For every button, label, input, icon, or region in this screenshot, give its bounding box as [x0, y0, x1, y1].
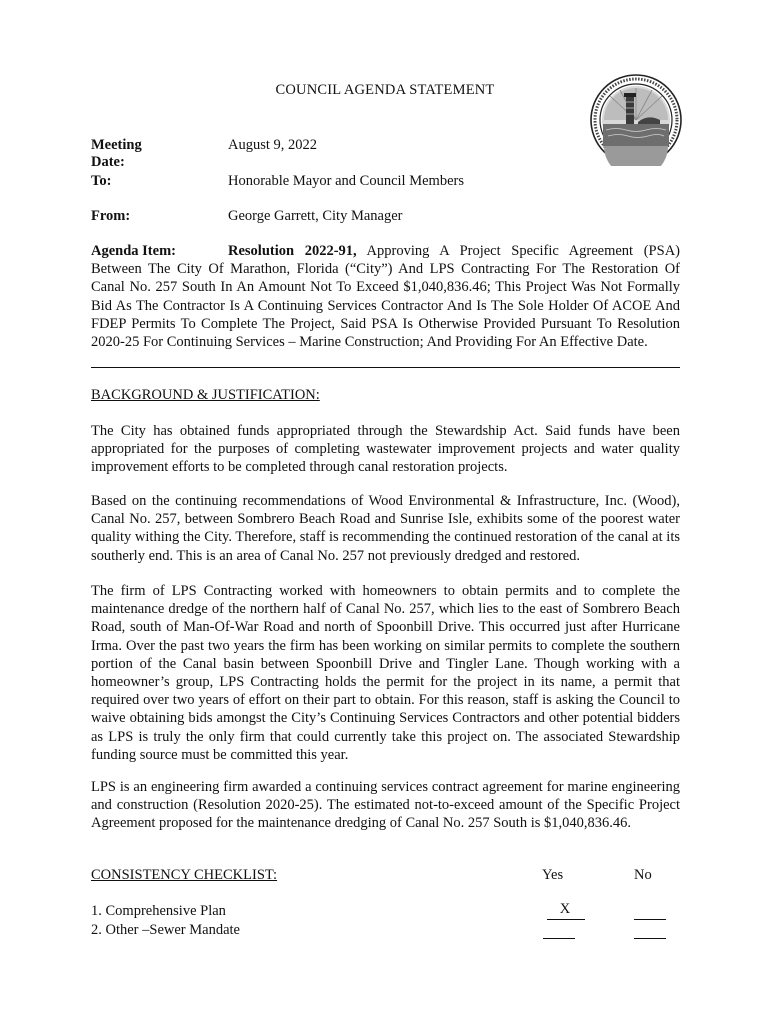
document-title: COUNCIL AGENDA STATEMENT: [275, 82, 495, 98]
agenda-item-label: Agenda Item:: [91, 243, 176, 259]
to-value: Honorable Mayor and Council Members: [228, 173, 464, 189]
checklist-item-comprehensive-plan: 1. Comprehensive Plan: [91, 903, 226, 919]
section-divider: [91, 367, 680, 368]
checklist-item-2-yes-line: [543, 938, 575, 939]
paragraph-2: Based on the continuing recommendations of Wood Environmental & Infrastructure, Inc. (Wood), Canal No. 257, between Sombrero Beach Road and Sunrise Isle, exhibits some of the poorest water quality withing the City. Therefore, staff is recommending the continued restoration of the canal at its southerly end. This is an area of Canal No. 257 not previously dredged and restored.: [91, 493, 680, 564]
checklist-heading: CONSISTENCY CHECKLIST:: [91, 867, 278, 883]
agenda-item-resolution: Resolution 2022-91,: [228, 243, 357, 259]
checklist-no-header: No: [634, 867, 652, 883]
city-seal-icon: [590, 74, 682, 166]
meeting-date-value: August 9, 2022: [228, 137, 318, 153]
agenda-item: [91, 242, 680, 351]
meeting-date-label: Meeting Date:: [91, 137, 142, 170]
agenda-item-text: Approving A Project Specific Agreement (PSA) Between The City Of Marathon, Florida (“City”) And LPS Contracting For The Restoration Of Canal No. 257 South In An Amount Not To Exceed $1,040,836.46; This Project Was Not Formally Bid As The Contractor Is A Continuing Services Contractor And Is The Sole Holder Of ACOE And FDEP Permits To Complete The Project, Said PSA Is Otherwise Provided Pursuant To Resolution 2020-25 For Continuing Services – Marine Construction; And Providing For An Effective Date.: [91, 243, 680, 351]
from-label: From:: [91, 208, 131, 224]
checklist-item-1-no-line: [634, 919, 666, 920]
checklist-yes-header: Yes: [542, 867, 564, 883]
from-value: George Garrett, City Manager: [228, 208, 403, 224]
to-label: To:: [91, 173, 112, 189]
paragraph-1: The City has obtained funds appropriated through the Stewardship Act. Said funds have been appropriated for the purposes of completing wastewater improvement projects and water quality improvement efforts to be completed through canal restoration projects.: [91, 423, 680, 476]
background-heading: BACKGROUND & JUSTIFICATION:: [91, 387, 320, 403]
checklist-item-1-yes-mark: X: [559, 901, 571, 917]
checklist-item-sewer-mandate: 2. Other –Sewer Mandate: [91, 922, 240, 938]
checklist-item-1-yes-line: [547, 919, 585, 920]
checklist-item-2-no-line: [634, 938, 666, 939]
paragraph-3: The firm of LPS Contracting worked with homeowners to obtain permits and to complete the maintenance dredge of the northern half of Canal No. 257, which lies to the east of Sombrero Beach Road, south of Man-Of-War Road and north of Spoonbill Drive. This occurred just after Hurricane Irma. Over the past two years the firm has been working on similar permits to complete the southern portion of the Canal basin between Spoonbill Drive and Tingler Lane. Though working with a homeowner’s group, LPS Contracting holds the permit for the project in its name, a permit that required over two years of effort on their part to obtain. For this reason, staff is asking the Council to waive obtaining bids amongst the City’s Continuing Services Contractors and other potential bidders as LPS is truly the only firm that could currently take this project on. The associated Stewardship funding source must be committed this year.: [91, 583, 680, 763]
paragraph-4: LPS is an engineering firm awarded a continuing services contract agreement for marine engineering and construction (Resolution 2020-25). The estimated not-to-exceed amount of the Specific Project Agreement proposed for the maintenance dredging of Canal No. 257 South is $1,040,836.46.: [91, 779, 680, 832]
